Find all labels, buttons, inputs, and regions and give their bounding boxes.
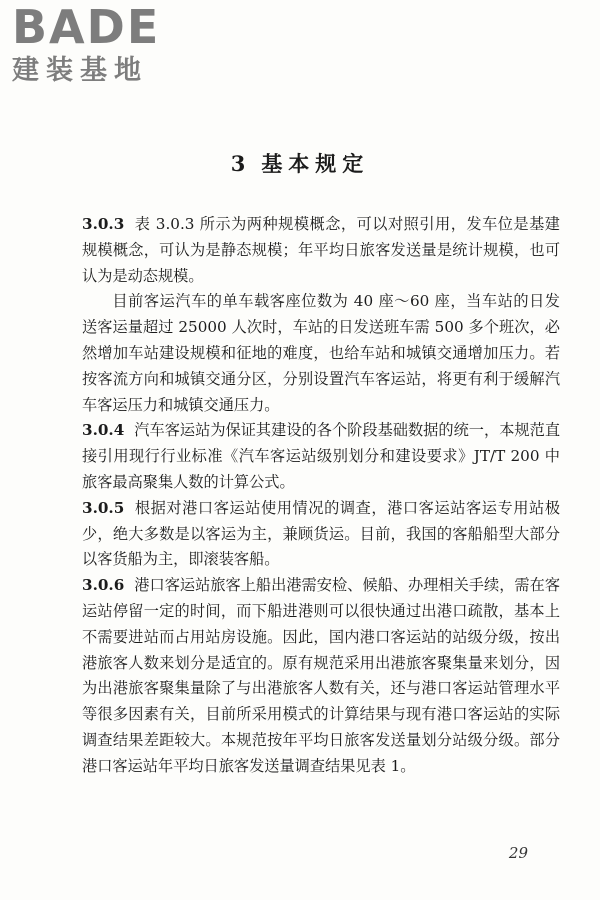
- clause-text: 根据对港口客运站使用情况的调查，港口客运站客运专用站极少，绝大多数是以客运为主，兼顾货运。目前，我国的客船船型大部分以客货船为主，即滚装客船。: [82, 498, 560, 569]
- chapter-title-text: 基本规定: [261, 151, 370, 176]
- clause-3-0-5: [82, 496, 560, 573]
- logo-subtitle: 建装基地: [12, 55, 148, 86]
- page-body: [82, 212, 560, 780]
- clause-3-0-6: [82, 573, 560, 779]
- clause-number: 3.0.6: [82, 576, 125, 595]
- clause-number: 3.0.4: [82, 421, 125, 440]
- chapter-number: 3: [230, 151, 252, 176]
- page-number: 29: [508, 844, 528, 862]
- clause-paragraph: 目前客运汽车的单车载客座位数为 40 座～60 座，当车站的日发送客运量超过 25000 人次时，车站的日发送班车需 500 多个班次，必然增加车站建设规模和征地的难度，也给车站和城镇交通增加压力。若按客流方向和城镇交通分区，分别设置汽车客运站，将更有利于缓解汽车客运压力和城镇交通压力。: [82, 292, 560, 414]
- logo-wordmark: BADE: [12, 0, 161, 54]
- clause-number: 3.0.5: [82, 498, 125, 517]
- chapter-title: [0, 148, 600, 178]
- clause-3-0-4: [82, 418, 560, 495]
- clause-3-0-3: [82, 212, 560, 289]
- clause-text: 表 3.0.3 所示为两种规模概念，可以对照引用，发车位是基建规模概念，可认为是静态规模；年平均日旅客发送量是统计规模，也可认为是动态规模。: [82, 215, 560, 285]
- clause-text: 汽车客运站为保证其建设的各个阶段基础数据的统一，本规范直接引用现行行业标准《汽车客运站级别划分和建设要求》JT/T 200 中旅客最高聚集人数的计算公式。: [82, 421, 560, 491]
- clause-number: 3.0.3: [82, 215, 125, 233]
- publisher-logo: [12, 0, 182, 92]
- clause-text: 港口客运站旅客上船出港需安检、候船、办理相关手续，需在客运站停留一定的时间，而下船进港则可以很快通过出港口疏散，基本上不需要进站而占用站房设施。因此，国内港口客运站的站级分级，按出港旅客人数来划分是适宜的。原有规范采用出港旅客聚集量来划分，因为出港旅客聚集量除了与出港旅客人数有关，还与港口客运站管理水平等很多因素有关，目前所采用模式的计算结果与现有港口客运站的实际调查结果差距较大。本规范按年平均日旅客发送量划分站级分级。部分港口客运站年平均日旅客发送量调查结果见表 1。: [82, 576, 560, 775]
